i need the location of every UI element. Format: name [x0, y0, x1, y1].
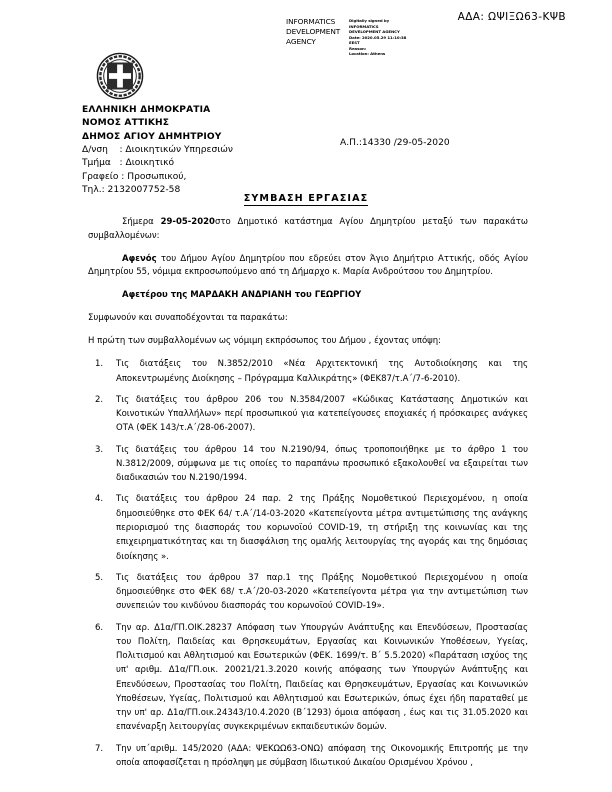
- page-title-text: ΣΥΜΒΑΣΗ ΕΡΓΑΣΙΑΣ: [243, 193, 369, 204]
- digital-signature-stamp: [286, 17, 406, 57]
- letterhead-directorate: Δ/νση : Διοικητικών Υπηρεσιών: [82, 145, 233, 156]
- signature-agency-name: INFORMATICS DEVELOPMENT AGENCY: [286, 17, 341, 46]
- signature-detail-line: Digitally signed by: [349, 18, 390, 23]
- clause-item: Την υπ΄αριθμ. 145/2020 (ΑΔΑ: ΨΕΚΩΩ63-ΟΝΩ) απόφαση της Οικονομικής Επιτροπής με την οποία αποφασίζεται η πρόσληψη με σύμβαση Ιδιωτικού Δικαίου Ορισμένου Χρόνου ,: [116, 743, 528, 768]
- clause-item: Τις διατάξεις του άρθρου 206 του Ν.3584/2007 «Κώδικας Κατάστασης Δημοτικών και Κοινοτικών Υπαλλήλων» περί προσωπικού για κατεπείγουσες εποχιακές ή πρόσκαιρες ανάγκες ΟΤΑ (ΦΕΚ 143/τ.Α΄/28-06-2007).: [116, 394, 528, 434]
- first-party-paragraph: [88, 253, 528, 281]
- signature-detail-line: Location: Athens: [349, 51, 386, 57]
- whereas-line: Η πρώτη των συμβαλλομένων ως νόμιμη εκπρόσωπος του Δήμου , έχοντας υπόψη:: [88, 335, 442, 346]
- page-title: [0, 193, 612, 204]
- ada-code: ΑΔΑ: ΩΨΙΞΩ63-ΚΨΒ: [457, 11, 566, 23]
- opening-prefix: Σήμερα: [122, 217, 161, 227]
- contract-date: 29-05-2020: [160, 217, 215, 227]
- second-party-name: της ΜΑΡΔΑΚΗ ΑΝΔΡΙΑΝΗ του ΓΕΩΡΓΙΟΥ: [170, 290, 362, 301]
- signature-detail-line: DEVELOPMENT AGENCY: [349, 29, 400, 35]
- protocol-number: Α.Π.:14330 /29-05-2020: [340, 138, 450, 148]
- letterhead-phone: Τηλ.: 2132007752-58: [82, 185, 181, 196]
- second-party-label: Αφετέρου: [122, 290, 171, 301]
- clause-item: Τις διατάξεις του άρθρου 24 παρ. 2 της Πράξης Νομοθετικού Περιεχομένου, η οποία δημοσιεύθηκε στο ΦΕΚ 64/ τ.Α΄/14-03-2020 «Κατεπείγοντα μέτρα αντιμετώπισης της ανάγκης περιορισμού της διασποράς του κορωνοϊού COVID-19, τη στήριξη της κοινωνίας και της επιχειρηματικότητας και τη διασφάλιση της ομαλής λειτουργίας της αγοράς και της δημόσιας διοίκησης ».: [116, 494, 528, 562]
- clause-item: Τις διατάξεις του Ν.3852/2010 «Νέα Αρχιτεκτονική της Αυτοδιοίκησης και της Αποκεντρωμένης Διοίκησης – Πρόγραμμα Καλλικράτης» (ΦΕΚ87/τ.Α΄/7-6-2010).: [116, 359, 528, 384]
- clause-item: Τις διατάξεις του άρθρου 37 παρ.1 της Πράξης Νομοθετικού Περιεχομένου η οποία δημοσιεύθηκε στο ΦΕΚ 68/ τ.Α΄/20-03-2020 «Κατεπείγοντα μέτρα για την αντιμετώπιση των συνεπειών του κινδύνου διασποράς του κορωνοϊού COVID-19».: [116, 572, 528, 612]
- letterhead-municipality: ΔΗΜΟΣ ΑΓΙΟΥ ΔΗΜΗΤΡΙΟΥ: [82, 131, 222, 142]
- letterhead-country: ΕΛΛΗΝΙΚΗ ΔΗΜΟΚΡΑΤΙΑ: [82, 105, 211, 115]
- agreement-line: Συμφωνούν και συναποδέχονται τα παρακάτω:: [88, 312, 288, 323]
- signature-detail-line: Date: 2020.05.29 11:10:38: [349, 34, 407, 40]
- clause-item: Τις διατάξεις του άρθρου 14 του Ν.2190/94, όπως τροποποιήθηκε με το άρθρο 1 του Ν.3812/2009, σύμφωνα με τις οποίες το παραπάνω προσωπικό εξακολουθεί να εξαιρείται των διαδικασιών του Ν.2190/1994.: [116, 444, 528, 484]
- document-body: [88, 216, 528, 777]
- first-party-text: του Δήμου Αγίου Δημητρίου που εδρεύει στον Άγιο Δημήτριο Αττικής, οδός Αγίου Δημητρίου 55, νόμιμα εκπροσωπούμενο από τη Δήμαρχο κ. Μαρία Ανδρούτσου του Δημητρίου.: [88, 253, 528, 278]
- signature-detail-line: INFORMATICS: [349, 23, 379, 29]
- clause-item: Την αρ. Δ1α/ΓΠ.ΟΙΚ.28237 Απόφαση των Υπουργών Ανάπτυξης και Επενδύσεων, Προστασίας του Πολίτη, Παιδείας και Θρησκευμάτων, Εργασίας και Κοινωνικών Υποθέσεων, Υγείας, Πολιτισμού και Αθλητισμού και Εσωτερικών (ΦΕΚ. 1699/τ. Β΄ 5.5.2020) «Παράταση ισχύος της υπ' αριθμ. Δ1α/ΓΠ.οικ. 20021/21.3.2020 κοινής απόφασης των Υπουργών Ανάπτυξης και Επενδύσεων, Προστασίας του Πολίτη, Παιδείας και Θρησκευμάτων, Εργασίας και Κοινωνικών Υποθέσεων, Υγείας, Πολιτισμού και Αθλητισμού και Εσωτερικών, όπως έχει ήδη παραταθεί με την υπ' αρ. Δ1α/ΓΠ.οικ.24343/10.4.2020 (Β΄1293) όμοια απόφαση , έως και τις 31.05.2020 και επανέναρξη λειτουργίας συγκεκριμένων εκπαιδευτικών δομών.: [116, 622, 528, 733]
- opening-paragraph: [88, 216, 528, 244]
- second-party-paragraph: [88, 289, 528, 303]
- clause-list: [88, 357, 528, 770]
- letterhead-department: Τμήμα : Διοικητικό: [82, 158, 175, 169]
- greek-coat-of-arms-emblem: [96, 52, 144, 100]
- signature-detail-block: [349, 17, 406, 57]
- first-party-label: Αφενός: [122, 253, 157, 264]
- letterhead: [82, 104, 233, 198]
- letterhead-prefecture: ΝΟΜΟΣ ΑΤΤΙΚΗΣ: [82, 118, 170, 129]
- signature-detail-line: Reason:: [349, 45, 367, 51]
- opening-suffix: στο Δημοτικό κατάστημα Αγίου Δημητρίου μεταξύ των παρακάτω συμβαλλομένων:: [88, 217, 528, 241]
- letterhead-office: Γραφείο : Προσωπικού,: [82, 171, 187, 182]
- signature-detail-line: EEST: [349, 40, 360, 46]
